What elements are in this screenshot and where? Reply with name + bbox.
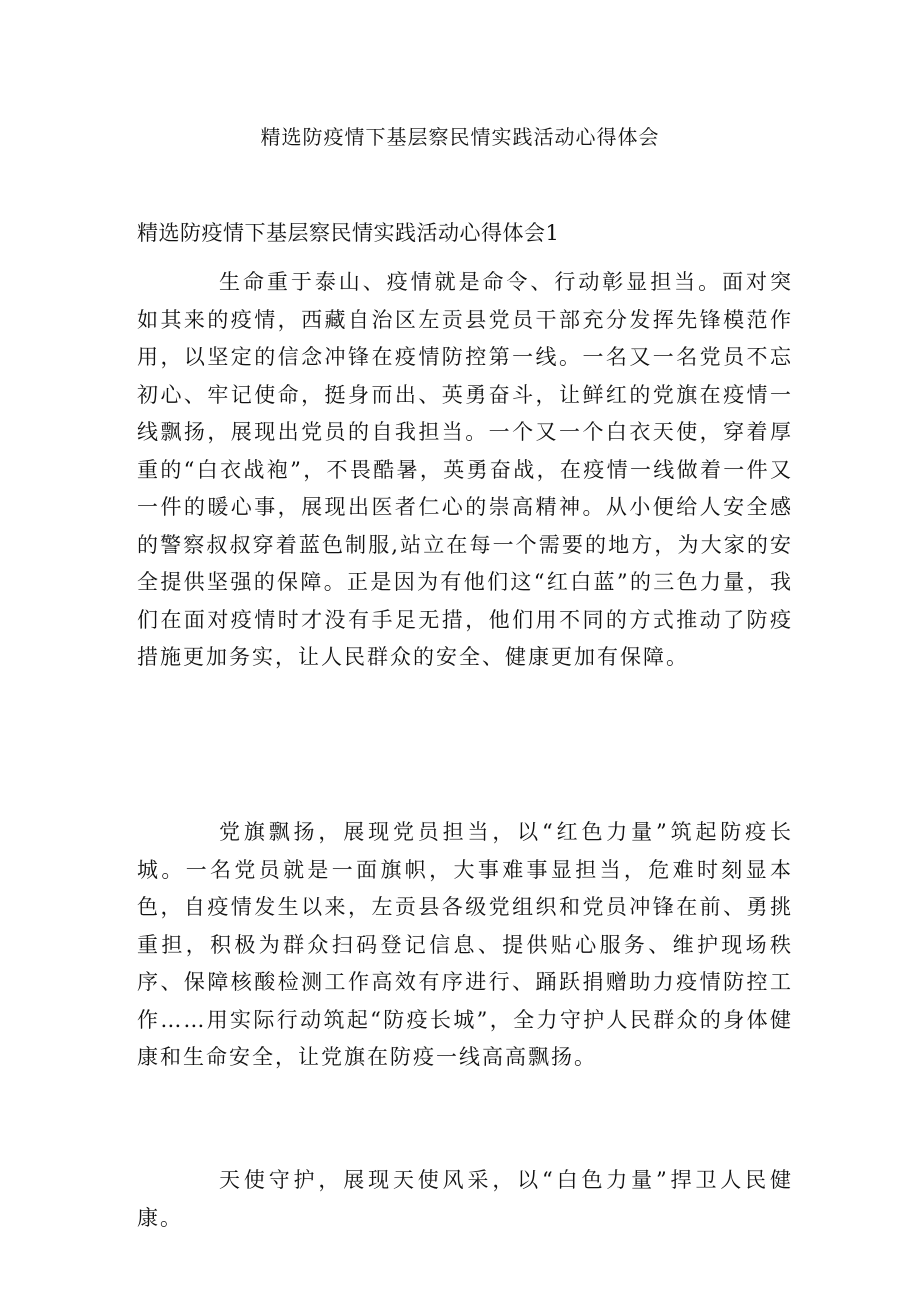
body-paragraph: 生命重于泰山、疫情就是命令、行动彰显担当。面对突如其来的疫情，西藏自治区左贡县党员干部充分发挥先锋模范作用，以坚定的信念冲锋在疫情防控第一线。一名又一名党员不忘初心、牢记使命，挺身而出、英勇奋斗，让鲜红的党旗在疫情一线飘扬，展现出党员的自我担当。一个又一个白衣天使，穿着厚重的“白衣战袍”，不畏酷暑，英勇奋战，在疫情一线做着一件又一件的暖心事，展现出医者仁心的崇高精神。从小便给人安全感的警察叔叔穿着蓝色制服,站立在每一个需要的地方，为大家的安全提供坚强的保障。正是因为有他们这“红白蓝”的三色力量，我们在面对疫情时才没有手足无措，他们用不同的方式推动了防疫措施更加务实，让人民群众的安全、健康更加有保障。 (137, 270, 793, 669)
body-paragraph: 天使守护，展现天使风采，以“白色力量”捍卫人民健康。 (137, 1168, 793, 1230)
section-heading: 精选防疫情下基层察民情实践活动心得体会1 (137, 221, 560, 245)
body-paragraph: 党旗飘扬，展现党员担当，以“红色力量”筑起防疫长城。一名党员就是一面旗帜，大事难事显担当，危难时刻显本色，自疫情发生以来，左贡县各级党组织和党员冲锋在前、勇挑重担，积极为群众扫码登记信息、提供贴心服务、维护现场秩序、保障核酸检测工作高效有序进行、踊跃捐赠助力疫情防控工作……用实际行动筑起“防疫长城”，全力守护人民群众的身体健康和生命安全，让党旗在防疫一线高高飘扬。 (137, 820, 793, 1069)
document-title: 精选防疫情下基层察民情实践活动心得体会 (260, 125, 660, 149)
